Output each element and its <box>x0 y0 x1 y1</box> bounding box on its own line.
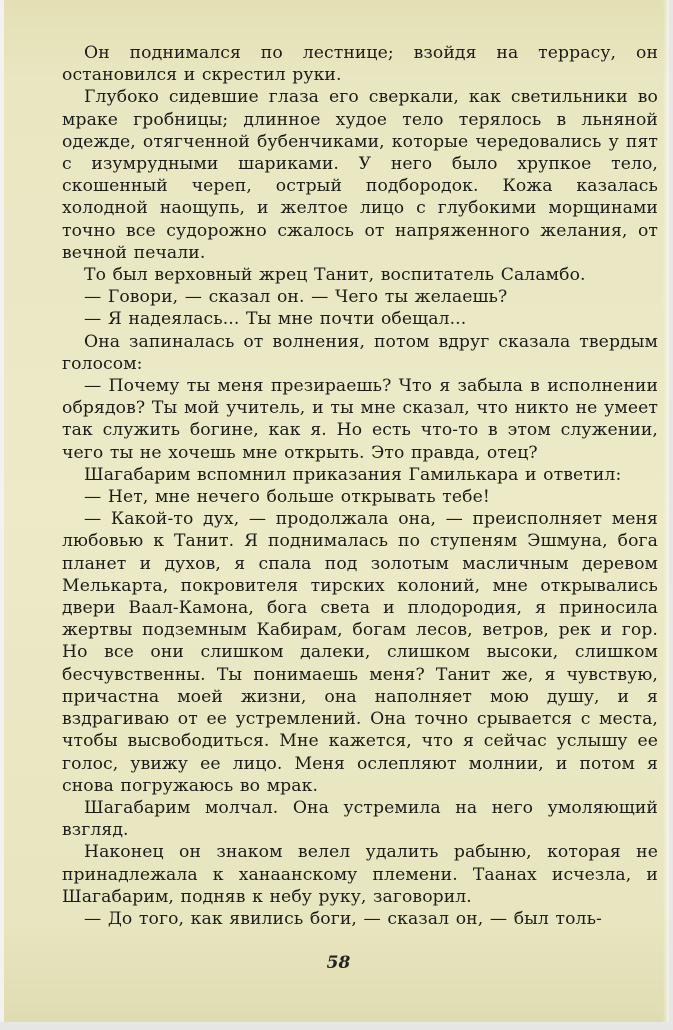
paragraph: Она запиналась от волнения, потом вдруг сказала твердым голосом: <box>62 331 658 374</box>
paragraph: То был верховный жрец Танит, воспитатель Саламбо. <box>84 265 586 286</box>
paragraph: Он поднимался по лестнице; взойдя на террасу, он остановился и скрестил руки. <box>62 43 658 86</box>
paragraph: — Нет, мне нечего больше открывать тебе! <box>84 487 490 508</box>
paragraph: Глубоко сидевшие глаза его сверкали, как светильники во мраке гробницы; длинное худое тело терялось в льняной одежде, отягченной бубенчиками, которые чередовались у пят с изумрудными шариками. У него было хрупкое тело, скошенный череп, острый подбородок. Кожа казалась холодной наощупь, и желтое лицо с глубокими морщинами точно все судорожно сжалось от напряженного желания, от вечной печали. <box>62 87 658 263</box>
paragraph: — До того, как явились боги, — сказал он, — был толь- <box>84 908 602 929</box>
paragraph: — Говори, — сказал он. — Чего ты желаешь? <box>84 287 508 308</box>
paragraph: — Почему ты меня презираешь? Что я забыла в исполнении обрядов? Ты мой учитель, и ты мне сказал, что никто не умеет так служить богине, как я. Но есть что-то в этом служении, чего ты не хочешь мне открыть. Это правда, отец? <box>62 376 658 463</box>
paragraph: — Какой-то дух, — продолжала она, — преисполняет меня любовью к Танит. Я поднималась по ступеням Эшмуна, бога планет и духов, я спала под золотым масличным деревом Мелькарта, покровителя тирских колоний, мне открывались двери Ваал-Камона, бога света и плодородия, я приносила жертвы подземным Кабирам, богам лесов, ветров, рек и гор. Но все они слишком далеки, слишком высоки, слишком бесчувственны. Ты понимаешь меня? Танит же, я чувствую, причастна моей жизни, она наполняет мою душу, и я вздрагиваю от ее устремлений. Она точно срывается с места, чтобы высвободиться. Мне кажется, что я сейчас услышу ее голос, увижу ее лицо. Меня ослепляют молнии, и потом я снова погружаюсь во мрак. <box>62 509 658 796</box>
paragraph: Шагабарим молчал. Она устремила на него умоляющий взгляд. <box>62 797 658 841</box>
paragraph: Наконец он знаком велел удалить рабыню, которая не принадлежала к ханаанскому племени. Таанах исчезла, и Шагабарим, подняв к небу руку, заговорил. <box>62 842 658 907</box>
page-text <box>62 42 658 930</box>
paragraph: Шагабарим вспомнил приказания Гамилькара и ответил: <box>84 464 622 485</box>
paragraph: — Я надеялась... Ты мне почти обещал... <box>84 309 467 330</box>
page-number: 58 <box>326 953 351 973</box>
